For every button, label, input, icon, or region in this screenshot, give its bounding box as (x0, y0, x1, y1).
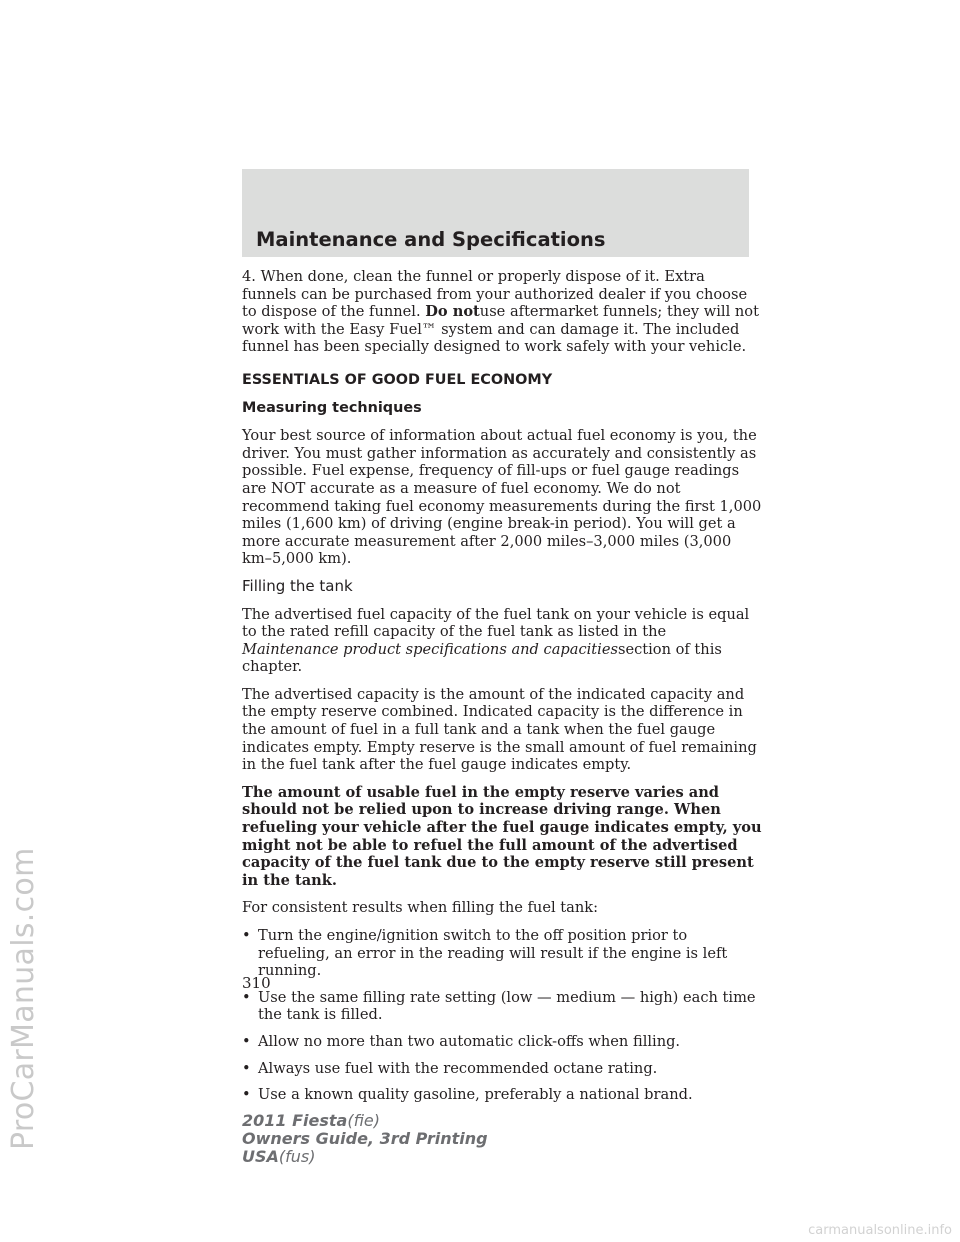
section-header (242, 169, 749, 257)
bullet-icon: • (242, 988, 251, 1006)
footer-market-line (242, 1148, 488, 1166)
bullet-icon: • (242, 1086, 251, 1104)
side-watermark: ProCarManuals.com (6, 847, 41, 1150)
list-item-text: Always use fuel with the recommended octane rating. (258, 1059, 658, 1077)
bullet-icon: • (242, 1032, 251, 1050)
bullet-icon: • (242, 1059, 251, 1077)
list-item-text: Use the same filling rate setting (low — medium — high) each time the tank is filled. (258, 988, 756, 1024)
list-item (242, 1060, 762, 1078)
measuring-heading: Measuring techniques (242, 399, 422, 416)
capacity-paragraph (242, 606, 762, 676)
section-title: Maintenance and Specifications (256, 228, 606, 251)
consistent-paragraph: For consistent results when filling the fuel tank: (242, 899, 598, 917)
filling-tips-list (242, 927, 762, 1104)
footer (242, 1112, 488, 1166)
list-item (242, 1086, 762, 1104)
list-item (242, 1033, 762, 1051)
funnel-text-2: use aftermarket funnels; they will not work with the Easy Fuel™ system and can damage it. The included funnel has been specially designed to work safely with your vehicle. (242, 303, 759, 356)
list-item (242, 989, 762, 1024)
reserve-paragraph: The advertised capacity is the amount of the indicated capacity and the empty reserve combined. Indicated capacity is the difference in the amount of fuel in a full tank and a tank when the fuel gauge indicates empty. Empty reserve is the small amount of fuel remaining in the fuel tank after the fuel gauge indicates empty. (242, 685, 757, 774)
page-number: 310 (242, 974, 271, 992)
list-item-text: Allow no more than two automatic click-offs when filling. (258, 1032, 681, 1050)
capacity-reference: Maintenance product specifications and capacities (242, 640, 618, 658)
footer-guide: Owners Guide, 3rd Printing (242, 1129, 488, 1148)
capacity-text-2: section of this chapter. (242, 640, 722, 676)
footer-model-code: (fie) (347, 1111, 381, 1130)
footer-model: 2011 Fiesta (242, 1111, 348, 1130)
bottom-watermark: carmanualsonline.info (808, 1223, 952, 1238)
footer-market: USA (242, 1147, 279, 1166)
essentials-heading: ESSENTIALS OF GOOD FUEL ECONOMY (242, 371, 553, 388)
capacity-text-1: The advertised fuel capacity of the fuel tank on your vehicle is equal to the rated refill capacity of the fuel tank as listed in the (242, 605, 750, 641)
list-item-text: Turn the engine/ignition switch to the off position prior to refueling, an error in the reading will result if the engine is left running. (258, 927, 728, 980)
warning-paragraph: The amount of usable fuel in the empty reserve varies and should not be relied upon to increase driving range. When refueling your vehicle after the fuel gauge indicates empty, you might not be able to refuel the full amount of the advertised capacity of the fuel tank due to the empty reserve still present in the tank. (242, 783, 762, 889)
footer-market-code: (fus) (278, 1147, 316, 1166)
funnel-text-1: 4. When done, clean the funnel or properly dispose of it. Extra funnels can be purchased from your authorized dealer if you choose to dispose of the funnel. (242, 268, 748, 321)
filling-heading: Filling the tank (242, 576, 353, 595)
funnel-paragraph (242, 268, 762, 356)
list-item (242, 927, 762, 980)
bullet-icon: • (242, 927, 251, 944)
funnel-do-not: Do not (425, 303, 480, 321)
page-body (242, 268, 762, 1113)
footer-model-line (242, 1112, 488, 1130)
measuring-paragraph: Your best source of information about actual fuel economy is you, the driver. You must gather information as accurately and consistently as possible. Fuel expense, frequency of fill-ups or fuel gauge readings are NOT accurate as a measure of fuel economy. We do not recommend taking fuel economy measurements during the first 1,000 miles (1,600 km) of driving (engine break-in period). You will get a more accurate measurement after 2,000 miles–3,000 miles (3,000 km–5,000 km). (242, 427, 762, 568)
list-item-text: Use a known quality gasoline, preferably a national brand. (258, 1086, 693, 1104)
